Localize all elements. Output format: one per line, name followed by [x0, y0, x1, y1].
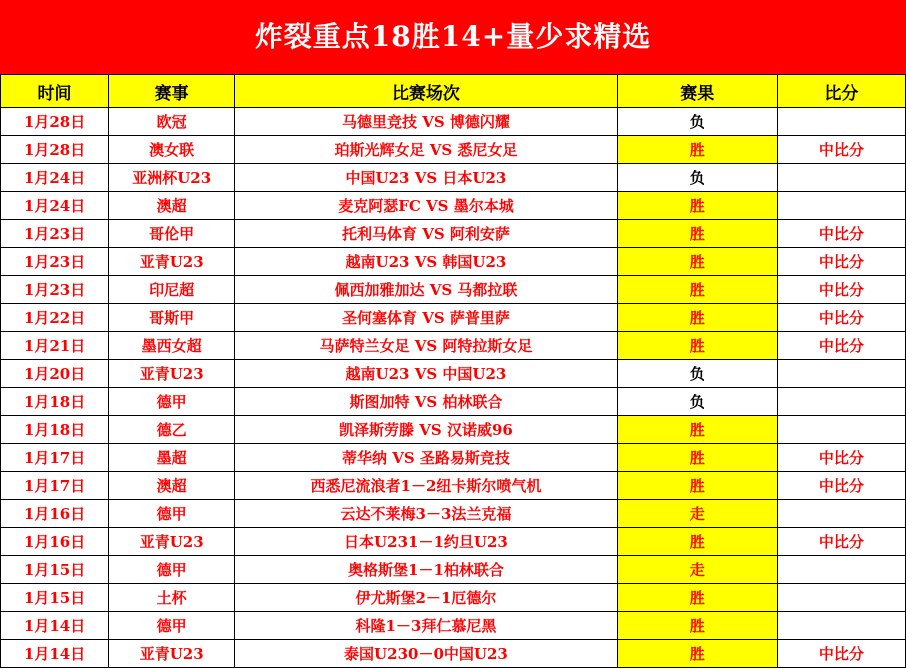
cell-match: 圣何塞体育 VS 萨普里萨 [235, 304, 617, 332]
match-table [0, 74, 906, 668]
cell-result: 负 [617, 108, 777, 136]
cell-result: 胜 [617, 332, 777, 360]
cell-date: 1月16日 [1, 528, 109, 556]
cell-result: 胜 [617, 640, 777, 668]
cell-match: 科隆1－3拜仁慕尼黑 [235, 612, 617, 640]
cell-league: 亚洲杯U23 [109, 164, 235, 192]
cell-league: 德甲 [109, 500, 235, 528]
table-row [1, 164, 906, 192]
table-row [1, 556, 906, 584]
cell-match: 泰国U230－0中国U23 [235, 640, 617, 668]
cell-date: 1月15日 [1, 584, 109, 612]
cell-league: 德甲 [109, 388, 235, 416]
cell-score: 中比分 [777, 472, 905, 500]
cell-result: 胜 [617, 584, 777, 612]
cell-date: 1月18日 [1, 416, 109, 444]
cell-score [777, 584, 905, 612]
cell-date: 1月23日 [1, 276, 109, 304]
table-row [1, 388, 906, 416]
column-header-league: 赛事 [109, 75, 235, 108]
cell-result: 胜 [617, 444, 777, 472]
cell-result: 负 [617, 388, 777, 416]
cell-league: 亚青U23 [109, 640, 235, 668]
cell-date: 1月21日 [1, 332, 109, 360]
cell-result: 胜 [617, 472, 777, 500]
cell-score: 中比分 [777, 332, 905, 360]
table-row [1, 528, 906, 556]
cell-result: 负 [617, 360, 777, 388]
cell-score [777, 192, 905, 220]
cell-league: 亚青U23 [109, 528, 235, 556]
cell-date: 1月22日 [1, 304, 109, 332]
table-row [1, 360, 906, 388]
cell-league: 德乙 [109, 416, 235, 444]
cell-league: 欧冠 [109, 108, 235, 136]
cell-result: 胜 [617, 304, 777, 332]
cell-match: 托利马体育 VS 阿利安萨 [235, 220, 617, 248]
table-row [1, 276, 906, 304]
cell-score: 中比分 [777, 276, 905, 304]
cell-match: 奥格斯堡1－1柏林联合 [235, 556, 617, 584]
cell-league: 澳女联 [109, 136, 235, 164]
cell-date: 1月18日 [1, 388, 109, 416]
cell-league: 墨西女超 [109, 332, 235, 360]
column-header-match: 比赛场次 [235, 75, 617, 108]
cell-score [777, 416, 905, 444]
cell-score [777, 360, 905, 388]
cell-score [777, 388, 905, 416]
cell-match: 越南U23 VS 中国U23 [235, 360, 617, 388]
cell-league: 澳超 [109, 472, 235, 500]
cell-date: 1月23日 [1, 248, 109, 276]
cell-match: 佩西加雅加达 VS 马都拉联 [235, 276, 617, 304]
cell-league: 哥斯甲 [109, 304, 235, 332]
page-title: 炸裂重点18胜14+量少求精选 [0, 0, 906, 74]
cell-league: 墨超 [109, 444, 235, 472]
table-row [1, 472, 906, 500]
table-row [1, 192, 906, 220]
cell-result: 走 [617, 500, 777, 528]
table-row [1, 444, 906, 472]
cell-result: 胜 [617, 416, 777, 444]
cell-result: 胜 [617, 220, 777, 248]
cell-match: 西悉尼流浪者1－2纽卡斯尔喷气机 [235, 472, 617, 500]
cell-league: 亚青U23 [109, 360, 235, 388]
table-row [1, 500, 906, 528]
cell-league: 德甲 [109, 612, 235, 640]
cell-score [777, 612, 905, 640]
table-row [1, 304, 906, 332]
cell-league: 印尼超 [109, 276, 235, 304]
cell-match: 蒂华纳 VS 圣路易斯竞技 [235, 444, 617, 472]
table-row [1, 584, 906, 612]
table-row [1, 220, 906, 248]
table-row [1, 332, 906, 360]
cell-match: 凯泽斯劳滕 VS 汉诺威96 [235, 416, 617, 444]
cell-score [777, 108, 905, 136]
cell-result: 胜 [617, 248, 777, 276]
cell-match: 珀斯光辉女足 VS 悉尼女足 [235, 136, 617, 164]
cell-date: 1月24日 [1, 192, 109, 220]
cell-league: 土杯 [109, 584, 235, 612]
cell-score: 中比分 [777, 136, 905, 164]
cell-date: 1月24日 [1, 164, 109, 192]
cell-score [777, 164, 905, 192]
cell-league: 亚青U23 [109, 248, 235, 276]
cell-result: 胜 [617, 612, 777, 640]
table-row [1, 612, 906, 640]
column-header-score: 比分 [777, 75, 905, 108]
cell-result: 胜 [617, 192, 777, 220]
cell-result: 胜 [617, 528, 777, 556]
cell-score [777, 556, 905, 584]
cell-date: 1月14日 [1, 640, 109, 668]
cell-score: 中比分 [777, 640, 905, 668]
cell-result: 走 [617, 556, 777, 584]
cell-result: 胜 [617, 136, 777, 164]
cell-date: 1月16日 [1, 500, 109, 528]
cell-date: 1月28日 [1, 108, 109, 136]
cell-date: 1月14日 [1, 612, 109, 640]
cell-score: 中比分 [777, 444, 905, 472]
cell-match: 伊尤斯堡2－1厄德尔 [235, 584, 617, 612]
cell-result: 胜 [617, 276, 777, 304]
cell-match: 中国U23 VS 日本U23 [235, 164, 617, 192]
cell-score: 中比分 [777, 528, 905, 556]
table-row [1, 248, 906, 276]
cell-score: 中比分 [777, 248, 905, 276]
cell-match: 云达不莱梅3－3法兰克福 [235, 500, 617, 528]
cell-date: 1月17日 [1, 444, 109, 472]
column-header-result: 赛果 [617, 75, 777, 108]
table-row [1, 108, 906, 136]
column-header-date: 时间 [1, 75, 109, 108]
cell-date: 1月23日 [1, 220, 109, 248]
cell-league: 德甲 [109, 556, 235, 584]
cell-score: 中比分 [777, 220, 905, 248]
cell-match: 斯图加特 VS 柏林联合 [235, 388, 617, 416]
cell-match: 马萨特兰女足 VS 阿特拉斯女足 [235, 332, 617, 360]
cell-date: 1月28日 [1, 136, 109, 164]
cell-result: 负 [617, 164, 777, 192]
cell-date: 1月15日 [1, 556, 109, 584]
cell-match: 马德里竞技 VS 博德闪耀 [235, 108, 617, 136]
table-row [1, 416, 906, 444]
table-row [1, 640, 906, 668]
cell-match: 越南U23 VS 韩国U23 [235, 248, 617, 276]
cell-date: 1月20日 [1, 360, 109, 388]
cell-match: 日本U231－1约旦U23 [235, 528, 617, 556]
header-row [1, 75, 906, 108]
cell-match: 麦克阿瑟FC VS 墨尔本城 [235, 192, 617, 220]
cell-score: 中比分 [777, 304, 905, 332]
cell-league: 哥伦甲 [109, 220, 235, 248]
table-header [1, 75, 906, 108]
table-row [1, 136, 906, 164]
cell-date: 1月17日 [1, 472, 109, 500]
cell-score [777, 500, 905, 528]
table-body [1, 108, 906, 668]
cell-league: 澳超 [109, 192, 235, 220]
